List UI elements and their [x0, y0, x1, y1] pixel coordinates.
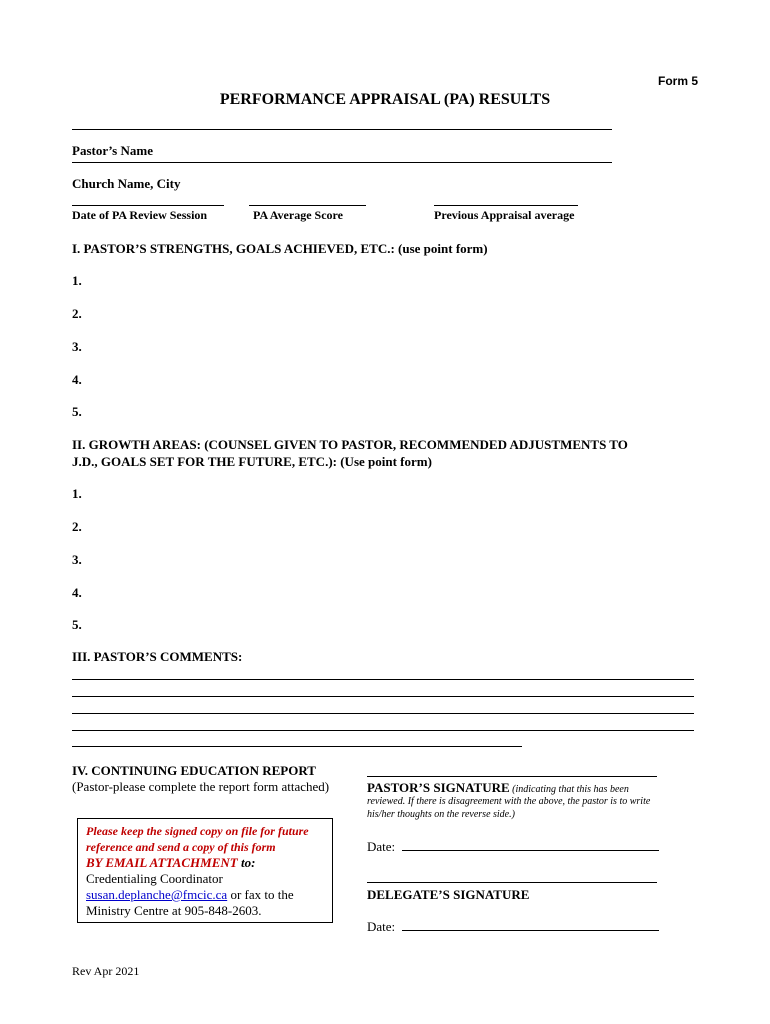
prev-avg-label: Previous Appraisal average	[434, 208, 575, 222]
review-date-line[interactable]	[72, 205, 224, 206]
section2-item: 4.	[72, 585, 82, 600]
comments-line[interactable]	[72, 679, 694, 680]
avg-score-label: PA Average Score	[253, 208, 343, 222]
pastor-signature-note: (indicating that this has been	[509, 784, 629, 795]
note-line: reference and send a copy of this form	[86, 840, 276, 854]
section1-item: 1.	[72, 273, 82, 288]
pastor-signature-note: reviewed. If there is disagreement with the above, the pastor is to write	[367, 796, 651, 807]
section2-item: 2.	[72, 519, 82, 534]
note-to: to:	[237, 855, 256, 870]
note-line: Ministry Centre at 905-848-2603.	[86, 903, 262, 918]
section1-item: 4.	[72, 372, 82, 387]
pastor-name-line[interactable]	[72, 129, 612, 130]
page-title: PERFORMANCE APPRAISAL (PA) RESULTS	[219, 91, 551, 108]
note-fax: or fax to the	[227, 887, 294, 902]
section2-item: 3.	[72, 552, 82, 567]
note-line: Credentialing Coordinator	[86, 871, 223, 886]
pastor-signature-label: PASTOR’S SIGNATURE	[367, 780, 510, 795]
section4-heading: IV. CONTINUING EDUCATION REPORT	[72, 763, 316, 778]
note-line: Please keep the signed copy on file for future	[86, 824, 309, 838]
form-number: Form 5	[657, 74, 698, 88]
church-name-label: Church Name, City	[72, 176, 181, 191]
section1-item: 3.	[72, 339, 82, 354]
section2-item: 1.	[72, 486, 82, 501]
instructions-box	[77, 818, 333, 923]
section2-item: 5.	[72, 617, 82, 632]
comments-line[interactable]	[72, 713, 694, 714]
comments-line[interactable]	[72, 746, 522, 747]
email-link[interactable]: susan.deplanche@fmcic.ca	[86, 887, 228, 902]
pastor-date-line[interactable]	[402, 850, 659, 851]
pastor-signature-note: his/her thoughts on the reverse side.)	[367, 809, 515, 820]
section1-item: 5.	[72, 404, 82, 419]
section4-subtext: (Pastor-please complete the report form attached)	[72, 779, 330, 794]
delegate-signature-label: DELEGATE’S SIGNATURE	[367, 887, 530, 902]
delegate-signature-line[interactable]	[367, 882, 657, 883]
church-name-line[interactable]	[72, 162, 612, 163]
review-date-label: Date of PA Review Session	[72, 208, 208, 222]
delegate-date-line[interactable]	[402, 930, 659, 931]
section2-heading-cont: J.D., GOALS SET FOR THE FUTURE, ETC.): (Use point form)	[72, 454, 432, 469]
section1-item: 2.	[72, 306, 82, 321]
section1-heading: I. PASTOR’S STRENGTHS, GOALS ACHIEVED, ETC.: (use point form)	[72, 241, 488, 256]
pastor-date-label: Date:	[367, 839, 396, 854]
pastor-signature-line[interactable]	[367, 776, 657, 777]
comments-line[interactable]	[72, 730, 694, 731]
pastor-name-label: Pastor’s Name	[72, 143, 153, 158]
note-emphasis: BY EMAIL ATTACHMENT	[86, 855, 238, 870]
avg-score-line[interactable]	[249, 205, 366, 206]
section3-heading: III. PASTOR’S COMMENTS:	[72, 649, 243, 664]
comments-line[interactable]	[72, 696, 694, 697]
section2-heading: II. GROWTH AREAS: (COUNSEL GIVEN TO PASTOR, RECOMMENDED ADJUSTMENTS TO	[72, 437, 628, 452]
revision-footer: Rev Apr 2021	[72, 964, 140, 978]
prev-avg-line[interactable]	[434, 205, 578, 206]
delegate-date-label: Date:	[367, 919, 396, 934]
